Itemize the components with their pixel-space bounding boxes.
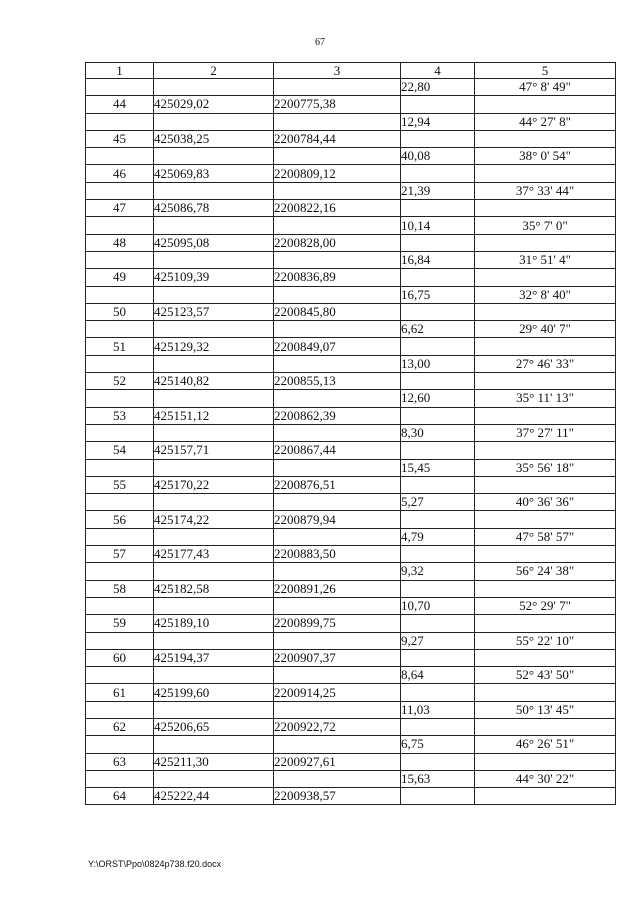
x-coordinate-cell <box>154 770 274 787</box>
y-coordinate-cell: 2200891,26 <box>274 580 401 597</box>
x-coordinate-cell: 425189,10 <box>154 615 274 632</box>
length-cell <box>401 684 475 701</box>
length-cell: 13,00 <box>401 355 475 372</box>
angle-cell <box>475 788 616 805</box>
x-coordinate-cell <box>154 494 274 511</box>
angle-cell <box>475 684 616 701</box>
point-cell <box>86 459 154 476</box>
x-coordinate-cell: 425194,37 <box>154 649 274 666</box>
x-coordinate-cell: 425086,78 <box>154 200 274 217</box>
length-cell: 15,45 <box>401 459 475 476</box>
point-cell: 47 <box>86 200 154 217</box>
y-coordinate-cell: 2200849,07 <box>274 338 401 355</box>
y-coordinate-cell: 2200927,61 <box>274 753 401 770</box>
point-cell <box>86 251 154 268</box>
y-coordinate-cell: 2200836,89 <box>274 269 401 286</box>
table-row <box>86 390 616 407</box>
column-header-point: 1 <box>86 63 154 79</box>
angle-cell: 56° 24' 38" <box>475 563 616 580</box>
x-coordinate-cell: 425123,57 <box>154 303 274 320</box>
y-coordinate-cell: 2200822,16 <box>274 200 401 217</box>
table-row <box>86 96 616 113</box>
x-coordinate-cell <box>154 251 274 268</box>
table-row <box>86 234 616 251</box>
length-cell <box>401 442 475 459</box>
y-coordinate-cell <box>274 563 401 580</box>
length-cell <box>401 718 475 735</box>
table-row <box>86 546 616 563</box>
table-row <box>86 130 616 147</box>
table-row <box>86 511 616 528</box>
length-cell: 8,30 <box>401 424 475 441</box>
length-cell: 4,79 <box>401 528 475 545</box>
point-cell: 57 <box>86 546 154 563</box>
x-coordinate-cell: 425182,58 <box>154 580 274 597</box>
point-cell <box>86 528 154 545</box>
angle-cell: 38° 0' 54" <box>475 148 616 165</box>
point-cell: 51 <box>86 338 154 355</box>
y-coordinate-cell: 2200809,12 <box>274 165 401 182</box>
length-cell: 6,75 <box>401 736 475 753</box>
y-coordinate-cell: 2200907,37 <box>274 649 401 666</box>
x-coordinate-cell: 425157,71 <box>154 442 274 459</box>
table-row <box>86 338 616 355</box>
table-row <box>86 373 616 390</box>
angle-cell <box>475 303 616 320</box>
y-coordinate-cell <box>274 667 401 684</box>
table-row <box>86 113 616 130</box>
y-coordinate-cell: 2200867,44 <box>274 442 401 459</box>
angle-cell: 27° 46' 33" <box>475 355 616 372</box>
x-coordinate-cell <box>154 528 274 545</box>
table-row <box>86 597 616 614</box>
table-row <box>86 217 616 234</box>
point-cell: 54 <box>86 442 154 459</box>
x-coordinate-cell: 425174,22 <box>154 511 274 528</box>
table-row <box>86 424 616 441</box>
point-cell: 53 <box>86 407 154 424</box>
angle-cell <box>475 130 616 147</box>
x-coordinate-cell: 425140,82 <box>154 373 274 390</box>
y-coordinate-cell <box>274 355 401 372</box>
table-header-row <box>86 63 616 79</box>
length-cell: 9,32 <box>401 563 475 580</box>
length-cell <box>401 269 475 286</box>
x-coordinate-cell <box>154 632 274 649</box>
point-cell: 55 <box>86 476 154 493</box>
footer-file-path: Y:\ORST\Ppo\0824p738.f20.docx <box>88 859 222 869</box>
y-coordinate-cell <box>274 390 401 407</box>
x-coordinate-cell <box>154 563 274 580</box>
table-row <box>86 736 616 753</box>
y-coordinate-cell: 2200828,00 <box>274 234 401 251</box>
x-coordinate-cell <box>154 286 274 303</box>
table-row <box>86 79 616 96</box>
point-cell <box>86 667 154 684</box>
point-cell: 63 <box>86 753 154 770</box>
angle-cell <box>475 649 616 666</box>
angle-cell <box>475 200 616 217</box>
angle-cell: 37° 33' 44" <box>475 182 616 199</box>
point-cell: 56 <box>86 511 154 528</box>
x-coordinate-cell: 425029,02 <box>154 96 274 113</box>
x-coordinate-cell: 425038,25 <box>154 130 274 147</box>
x-coordinate-cell: 425206,65 <box>154 718 274 735</box>
column-header-length: 4 <box>401 63 475 79</box>
x-coordinate-cell: 425129,32 <box>154 338 274 355</box>
table-row <box>86 200 616 217</box>
point-cell: 59 <box>86 615 154 632</box>
y-coordinate-cell: 2200876,51 <box>274 476 401 493</box>
point-cell: 64 <box>86 788 154 805</box>
angle-cell <box>475 546 616 563</box>
angle-cell: 44° 30' 22" <box>475 770 616 787</box>
angle-cell <box>475 580 616 597</box>
length-cell <box>401 511 475 528</box>
y-coordinate-cell <box>274 528 401 545</box>
length-cell <box>401 788 475 805</box>
angle-cell: 55° 22' 10" <box>475 632 616 649</box>
x-coordinate-cell: 425222,44 <box>154 788 274 805</box>
angle-cell <box>475 373 616 390</box>
y-coordinate-cell: 2200883,50 <box>274 546 401 563</box>
point-cell: 48 <box>86 234 154 251</box>
point-cell <box>86 148 154 165</box>
angle-cell <box>475 476 616 493</box>
point-cell <box>86 632 154 649</box>
point-cell: 45 <box>86 130 154 147</box>
x-coordinate-cell: 425069,83 <box>154 165 274 182</box>
angle-cell: 44° 27' 8" <box>475 113 616 130</box>
table-row <box>86 701 616 718</box>
length-cell: 21,39 <box>401 182 475 199</box>
length-cell: 12,94 <box>401 113 475 130</box>
table-row <box>86 649 616 666</box>
point-cell <box>86 597 154 614</box>
angle-cell: 32° 8' 40" <box>475 286 616 303</box>
point-cell <box>86 424 154 441</box>
y-coordinate-cell: 2200855,13 <box>274 373 401 390</box>
table-row <box>86 442 616 459</box>
angle-cell <box>475 234 616 251</box>
coordinates-table <box>85 62 616 805</box>
table-row <box>86 286 616 303</box>
y-coordinate-cell: 2200775,38 <box>274 96 401 113</box>
point-cell <box>86 79 154 96</box>
table-row <box>86 251 616 268</box>
table-row <box>86 165 616 182</box>
table-body <box>86 79 616 805</box>
y-coordinate-cell: 2200899,75 <box>274 615 401 632</box>
y-coordinate-cell <box>274 770 401 787</box>
length-cell <box>401 615 475 632</box>
length-cell <box>401 407 475 424</box>
angle-cell <box>475 407 616 424</box>
point-cell <box>86 770 154 787</box>
length-cell <box>401 476 475 493</box>
table-row <box>86 303 616 320</box>
x-coordinate-cell <box>154 148 274 165</box>
x-coordinate-cell <box>154 459 274 476</box>
length-cell: 22,80 <box>401 79 475 96</box>
length-cell <box>401 373 475 390</box>
length-cell: 6,62 <box>401 321 475 338</box>
length-cell: 8,64 <box>401 667 475 684</box>
table-row <box>86 718 616 735</box>
length-cell: 16,75 <box>401 286 475 303</box>
angle-cell: 40° 36' 36" <box>475 494 616 511</box>
x-coordinate-cell: 425151,12 <box>154 407 274 424</box>
x-coordinate-cell: 425109,39 <box>154 269 274 286</box>
length-cell: 11,03 <box>401 701 475 718</box>
point-cell: 49 <box>86 269 154 286</box>
point-cell <box>86 217 154 234</box>
angle-cell: 31° 51' 4" <box>475 251 616 268</box>
x-coordinate-cell <box>154 390 274 407</box>
x-coordinate-cell <box>154 667 274 684</box>
table-row <box>86 321 616 338</box>
y-coordinate-cell: 2200922,72 <box>274 718 401 735</box>
y-coordinate-cell: 2200862,39 <box>274 407 401 424</box>
x-coordinate-cell <box>154 182 274 199</box>
point-cell: 44 <box>86 96 154 113</box>
y-coordinate-cell <box>274 321 401 338</box>
point-cell: 50 <box>86 303 154 320</box>
x-coordinate-cell: 425211,30 <box>154 753 274 770</box>
length-cell: 9,27 <box>401 632 475 649</box>
y-coordinate-cell: 2200845,80 <box>274 303 401 320</box>
point-cell: 62 <box>86 718 154 735</box>
x-coordinate-cell: 425199,60 <box>154 684 274 701</box>
angle-cell: 52° 29' 7" <box>475 597 616 614</box>
point-cell <box>86 736 154 753</box>
angle-cell <box>475 165 616 182</box>
point-cell <box>86 182 154 199</box>
table-row <box>86 684 616 701</box>
point-cell <box>86 286 154 303</box>
angle-cell: 52° 43' 50" <box>475 667 616 684</box>
point-cell <box>86 701 154 718</box>
point-cell <box>86 321 154 338</box>
x-coordinate-cell <box>154 597 274 614</box>
x-coordinate-cell <box>154 701 274 718</box>
y-coordinate-cell <box>274 286 401 303</box>
length-cell <box>401 234 475 251</box>
page-number: 67 <box>315 37 325 48</box>
point-cell <box>86 390 154 407</box>
length-cell <box>401 96 475 113</box>
point-cell <box>86 113 154 130</box>
table-row <box>86 667 616 684</box>
y-coordinate-cell <box>274 632 401 649</box>
angle-cell <box>475 753 616 770</box>
table-row <box>86 182 616 199</box>
length-cell <box>401 200 475 217</box>
x-coordinate-cell: 425177,43 <box>154 546 274 563</box>
x-coordinate-cell <box>154 355 274 372</box>
point-cell: 60 <box>86 649 154 666</box>
y-coordinate-cell: 2200914,25 <box>274 684 401 701</box>
angle-cell: 35° 11' 13" <box>475 390 616 407</box>
y-coordinate-cell <box>274 701 401 718</box>
angle-cell <box>475 615 616 632</box>
y-coordinate-cell <box>274 217 401 234</box>
table-row <box>86 770 616 787</box>
length-cell <box>401 303 475 320</box>
x-coordinate-cell <box>154 79 274 96</box>
y-coordinate-cell <box>274 424 401 441</box>
table-row <box>86 459 616 476</box>
length-cell <box>401 649 475 666</box>
angle-cell <box>475 511 616 528</box>
y-coordinate-cell <box>274 182 401 199</box>
length-cell <box>401 165 475 182</box>
point-cell <box>86 563 154 580</box>
y-coordinate-cell <box>274 251 401 268</box>
length-cell <box>401 338 475 355</box>
length-cell: 40,08 <box>401 148 475 165</box>
angle-cell <box>475 718 616 735</box>
table-row <box>86 788 616 805</box>
point-cell: 46 <box>86 165 154 182</box>
point-cell: 61 <box>86 684 154 701</box>
length-cell <box>401 130 475 147</box>
angle-cell: 47° 58' 57" <box>475 528 616 545</box>
angle-cell <box>475 269 616 286</box>
table-row <box>86 148 616 165</box>
y-coordinate-cell <box>274 113 401 130</box>
table-row <box>86 355 616 372</box>
table-row <box>86 615 616 632</box>
x-coordinate-cell: 425095,08 <box>154 234 274 251</box>
x-coordinate-cell <box>154 113 274 130</box>
angle-cell: 35° 56' 18" <box>475 459 616 476</box>
x-coordinate-cell <box>154 424 274 441</box>
y-coordinate-cell <box>274 79 401 96</box>
y-coordinate-cell: 2200879,94 <box>274 511 401 528</box>
length-cell: 16,84 <box>401 251 475 268</box>
point-cell: 52 <box>86 373 154 390</box>
column-header-x: 2 <box>154 63 274 79</box>
x-coordinate-cell: 425170,22 <box>154 476 274 493</box>
angle-cell: 50° 13' 45" <box>475 701 616 718</box>
length-cell <box>401 753 475 770</box>
angle-cell <box>475 96 616 113</box>
table-row <box>86 476 616 493</box>
point-cell: 58 <box>86 580 154 597</box>
point-cell <box>86 494 154 511</box>
column-header-angle: 5 <box>475 63 616 79</box>
y-coordinate-cell: 2200938,57 <box>274 788 401 805</box>
y-coordinate-cell <box>274 459 401 476</box>
angle-cell <box>475 338 616 355</box>
table-row <box>86 494 616 511</box>
angle-cell: 29° 40' 7" <box>475 321 616 338</box>
angle-cell <box>475 442 616 459</box>
table-row <box>86 753 616 770</box>
point-cell <box>86 355 154 372</box>
length-cell: 15,63 <box>401 770 475 787</box>
length-cell <box>401 580 475 597</box>
table-row <box>86 563 616 580</box>
x-coordinate-cell <box>154 217 274 234</box>
table-row <box>86 528 616 545</box>
length-cell: 10,70 <box>401 597 475 614</box>
x-coordinate-cell <box>154 321 274 338</box>
table-row <box>86 269 616 286</box>
length-cell <box>401 546 475 563</box>
length-cell: 12,60 <box>401 390 475 407</box>
table-row <box>86 407 616 424</box>
angle-cell: 46° 26' 51" <box>475 736 616 753</box>
length-cell: 10,14 <box>401 217 475 234</box>
table-row <box>86 580 616 597</box>
table-row <box>86 632 616 649</box>
column-header-y: 3 <box>274 63 401 79</box>
y-coordinate-cell <box>274 148 401 165</box>
y-coordinate-cell: 2200784,44 <box>274 130 401 147</box>
angle-cell: 37° 27' 11" <box>475 424 616 441</box>
y-coordinate-cell <box>274 597 401 614</box>
y-coordinate-cell <box>274 494 401 511</box>
angle-cell: 35° 7' 0" <box>475 217 616 234</box>
angle-cell: 47° 8' 49" <box>475 79 616 96</box>
length-cell: 5,27 <box>401 494 475 511</box>
x-coordinate-cell <box>154 736 274 753</box>
y-coordinate-cell <box>274 736 401 753</box>
